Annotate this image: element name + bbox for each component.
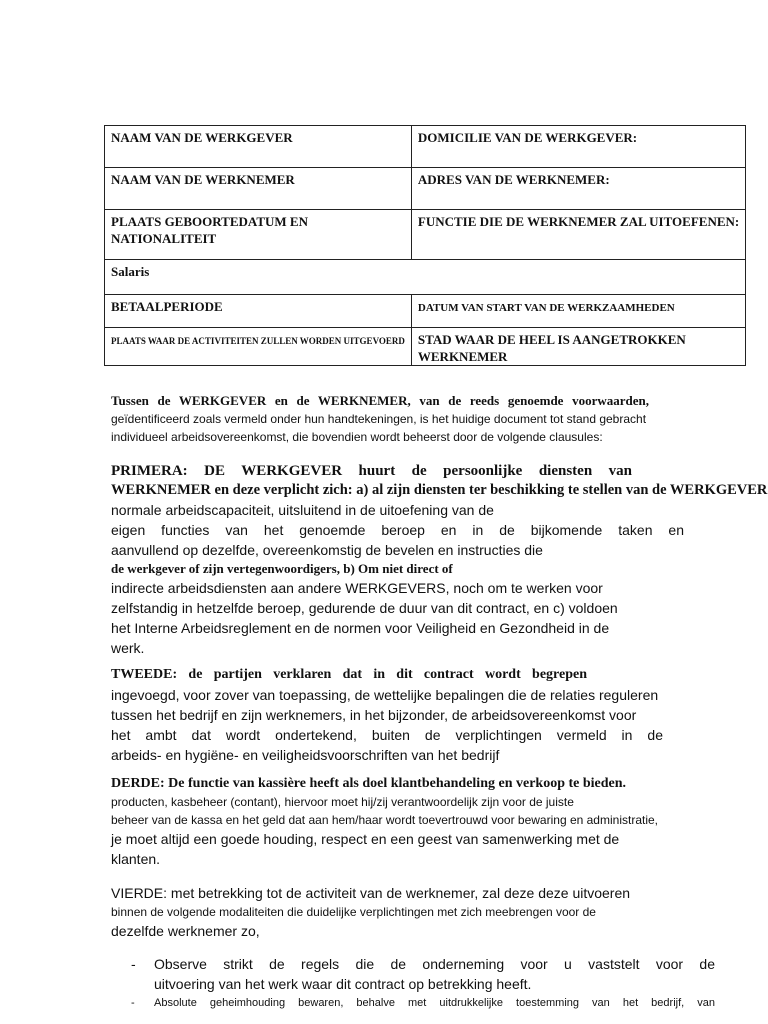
clause-line: klanten. bbox=[111, 851, 161, 867]
clause-line: werk. bbox=[111, 640, 145, 656]
clause-line: aanvullend op dezelfde, overeenkomstig de bevelen en instructies die bbox=[111, 542, 543, 558]
clause-line: ingevoegd, voor zover van toepassing, de wettelijke bepalingen die de relaties reguleren bbox=[111, 687, 659, 703]
employee-function-cell: FUNCTIE DIE DE WERKNEMER ZAL UITOEFENEN: bbox=[411, 210, 745, 260]
clause-line: WERKNEMER en deze verplicht zich: a) al zijn diensten ter beschikking te stellen van de WERKGEVER bbox=[111, 482, 768, 498]
clause-line: de werkgever of zijn vertegenwoordigers, b) Om niet direct of bbox=[111, 561, 453, 576]
birth-nationality-cell: PLAATS GEBOORTEDATUM EN NATIONALITEIT bbox=[105, 210, 412, 260]
contract-header-table bbox=[104, 125, 746, 366]
intro-paragraph bbox=[111, 392, 649, 410]
clause-vierde bbox=[111, 883, 686, 941]
employer-domicile-cell: DOMICILIE VAN DE WERKGEVER: bbox=[411, 126, 745, 168]
clause-primera bbox=[111, 462, 768, 500]
clause-primera-body bbox=[111, 500, 684, 658]
dash-marker: - bbox=[131, 997, 135, 1009]
intro-line: Tussen de WERKGEVER en de WERKNEMER, van de reeds genoemde voorwaarden, bbox=[111, 393, 649, 408]
clause-line: eigen functies van het genoemde beroep en in de bijkomende taken en bbox=[111, 522, 684, 538]
intro-line: geïdentificeerd zoals vermeld onder hun handtekeningen, is het huidige document tot stand gebracht bbox=[111, 412, 647, 426]
start-date-cell: DATUM VAN START VAN DE WERKZAAMHEDEN bbox=[411, 295, 745, 328]
list-item bbox=[131, 954, 715, 994]
clause-line: tussen het bedrijf en zijn werknemers, in het bijzonder, de arbeidsovereenkomst voor bbox=[111, 707, 637, 723]
salary-cell: Salaris bbox=[105, 260, 746, 295]
clause-line: arbeids- en hygiëne- en veiligheidsvoorschriften van het bedrijf bbox=[111, 747, 500, 763]
clause-line: zelfstandig in hetzelfde beroep, gedurende de duur van dit contract, en c) voldoen bbox=[111, 600, 618, 616]
list-item-text: uitvoering van het werk waar dit contract op betrekking heeft. bbox=[154, 976, 532, 992]
employer-name-cell: NAAM VAN DE WERKGEVER bbox=[105, 126, 412, 168]
clause-line: je moet altijd een goede houding, respect en een geest van samenwerking met de bbox=[111, 831, 620, 847]
clause-line: indirecte arbeidsdiensten aan andere WERKGEVERS, noch om te werken voor bbox=[111, 580, 603, 596]
clause-line: binnen de volgende modaliteiten die duidelijke verplichtingen met zich meebrengen voor de bbox=[111, 905, 596, 919]
hiring-city-cell: STAD WAAR DE HEEL IS AANGETROKKEN WERKNEMER bbox=[411, 328, 745, 366]
work-location-cell: PLAATS WAAR DE ACTIVITEITEN ZULLEN WORDEN UITGEVOERD bbox=[105, 328, 412, 366]
clause-line: normale arbeidscapaciteit, uitsluitend in de uitoefening van de bbox=[111, 502, 494, 518]
clause-line: DERDE: De functie van kassière heeft als doel klantbehandeling en verkoop te bieden. bbox=[111, 776, 627, 791]
intro-line: individueel arbeidsovereenkomst, die bovendien wordt beheerst door de volgende clausules: bbox=[111, 430, 603, 444]
obligations-list bbox=[131, 954, 715, 1011]
pay-period-cell: BETAALPERIODE bbox=[105, 295, 412, 328]
clause-line: PRIMERA: DE WERKGEVER huurt de persoonlijke diensten van bbox=[111, 463, 632, 479]
dash-marker: - bbox=[131, 956, 136, 972]
list-item-text: Absolute geheimhouding bewaren, behalve met uitdrukkelijke toestemming van het bedrijf, van bbox=[154, 997, 715, 1009]
list-item bbox=[131, 995, 715, 1011]
clause-line: het Interne Arbeidsreglement en de normen voor Veiligheid en Gezondheid in de bbox=[111, 620, 610, 636]
clause-line: beheer van de kassa en het geld dat aan hem/haar wordt toevertrouwd voor bewaring en administratie, bbox=[111, 813, 658, 827]
clause-line: producten, kasbeheer (contant), hiervoor moet hij/zij verantwoordelijk zijn voor de juiste bbox=[111, 795, 574, 809]
clause-line: VIERDE: met betrekking tot de activiteit van de werknemer, zal deze deze uitvoeren bbox=[111, 885, 631, 901]
clause-tweede bbox=[111, 666, 587, 684]
clause-derde bbox=[111, 775, 686, 869]
employee-address-cell: ADRES VAN DE WERKNEMER: bbox=[411, 168, 745, 210]
clause-line: het ambt dat wordt ondertekend, buiten de verplichtingen vermeld in de bbox=[111, 727, 663, 743]
intro-paragraph-cont bbox=[111, 410, 686, 446]
list-item-text: Observe strikt de regels die de onderneming voor u vaststelt voor de bbox=[154, 956, 715, 972]
clause-line: dezelfde werknemer zo, bbox=[111, 923, 260, 939]
clause-line: TWEEDE: de partijen verklaren dat in dit contract wordt begrepen bbox=[111, 667, 587, 682]
clause-tweede-body bbox=[111, 685, 663, 765]
employee-name-cell: NAAM VAN DE WERKNEMER bbox=[105, 168, 412, 210]
